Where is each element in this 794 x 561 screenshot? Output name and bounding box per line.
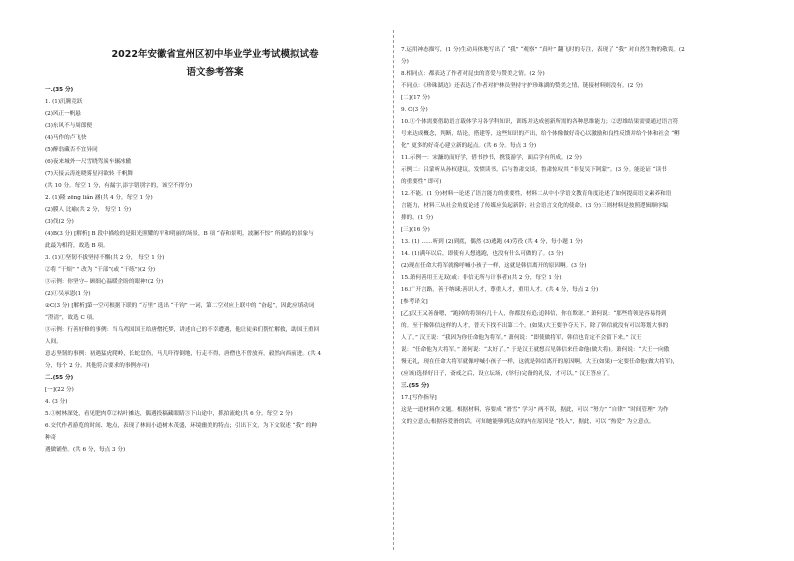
answer-line: 不同点：《珍珠湖边》还表达了作者对护林员坚持守护珍珠湖的赞美之情，链接材料则没有。(2 分) [401,83,643,89]
answer-line: 号来达成概念，判断，结论，搭建等，这些知识的产出，给个体像做好奇心以激励和良性反馈并给个体和社会 “孵 [401,131,680,137]
answer-line: (5)醉翁藏否不宜异同 [45,147,98,153]
answer-line: 1. (1)沉腾竞跃 [45,99,83,105]
answer-line: [二](17 分) [401,95,430,101]
answer-line: 14. (1)满年以后，即使有人想逃跑，也没有什么可做的了。(3 分) [401,251,564,257]
answer-line: 意志坚韧的事例：初遇猛虎爬岭，长蛇盘伤，马儿吓得倒地，行走不得，唐僧也不曾放弃，毅然向西前进。(共 4 [45,351,322,357]
answer-line: (2)膜人 比喻(共 2 分， 每空 1 分) [45,207,132,213]
answer-line: 8.相同点：都表达了作者对昆虫的喜爱与赞美之情。(2 分) [401,71,545,77]
answer-line: (应该)选择好日子，斋戒之后，设立坛场，(举行)完备的礼仪，才可以。” 汉王答应了。 [401,371,613,377]
answer-line: ②将 “干烦” ” 改为 “干部”(或 “干练”)(2 分) [45,267,156,273]
answer-line: (2)现在任命大将军就像呼喊小孩子一样，这就是韩信离开的原因啊。(3 分) [401,263,587,269]
left-answer-list [45,84,385,456]
answer-line: ③示例：行善好修的事例：当乌鸡国国王给唐僧托梦，讲述自己的不幸遭遇，他让徒弟们帮忙解救，助国王重回 [45,327,320,333]
answer-line: 15.萧何善用王无双(或：非信无所与计事者)(共 2 分，每空 1 分) [401,275,562,281]
answer-line: 4. (3 分) [45,399,68,405]
answer-line: 13. (1) ……听到 (2)到底，偶然 (3)逃跑 (4)劳役 (共 4 分，每小题 1 分) [401,239,583,245]
answer-line: [乙]汉王又善备嗯，“跑掉的将领有几十人，你都没有追;追韩信，你在欺诓。” 萧何说：“那些将领是容易得到 [401,311,667,317]
answer-line: 5.①树林深处，看见肥肉草②枯叶摊达，偶遇投稿藏眼睛③下山途中，抓拍流蛇(共 6 分。每空 2 分) [45,411,293,417]
answer-line: 7.运用神态描写，(1 分)生动具体地写出了 “我” “观察” “真叶” 翻飞时的专注，表现了 “我” 对自然生物的敬畏。(2 [401,47,685,53]
answer-line: 人间。 [45,339,62,345]
answer-line: 分) [401,59,409,65]
answer-line: “澄清”，故选 C 项。 [45,315,98,321]
answer-line: 这是一道材料作文题。根据材料，容要成 “滑雪” 学习” 两不误，据此，可以 “努力” “自律” “时间管理” 为作 [401,407,669,413]
right-answer-list [401,44,757,428]
answer-line: 6.交代作者游览的时间、地点，表现了林间小道树木茂盛，环境幽美的特点；引出下文，为下文叙述 “我” 的种 [45,423,317,429]
answer-line: ②C(3 分) [解析]第一空可根据下联的 “万里” 选出 “千钧” 一词，第二空对应上联中的 “奋起”，因此应填动词 [45,303,315,309]
answer-line: 的重要性” 即可) [401,179,442,185]
answer-line: 说：“任命他为大将军。” 萧何说：“太好了。” 于是汉王就想召见韩信来任命他(做大将)。萧何说：“大王一向傲 [401,347,670,353]
answer-line: [三](16 分) [401,227,430,233]
answer-line: 慢无礼，现在任命大将军就像呼喊小孩子一样，这就是韩信离开的原因啊。大王(如果)一定要任命他(做大将军)， [401,359,679,365]
answer-line: (2)风正一帆悬 [45,111,81,117]
section-heading: 二.(55 分) [45,375,74,381]
answer-line: (4)B(3 分) [解析] B 段中描绘的是阳光照耀的平和明丽的场景，B 项 “春和景明，波澜不惊” 所描绘的景象与 [45,231,314,237]
answer-line: 2. (1)隆 zēng liǎn 涵(共 4 分，每空 1 分) [45,195,153,201]
answer-line: [参考译文] [401,299,428,305]
answer-line: (7)天接云涛连晓雾星河欲转 千帆舞 [45,171,134,177]
answer-line: 人了。” 汉王说：“我因为你任命他为将军。” 萧何说：“即使做将军，韩信也肯定不会留下来。” 汉王 [401,335,642,341]
answer-line: 17.[写作指导] [401,395,437,401]
answer-line: (2)①吴承恩(1 分) [45,291,91,297]
answer-line: 排的。(1 分) [401,215,434,221]
answer-line: 文的立意点;根据容爱滑的话，可知她能够到达众的内在原因是 “投入”，据此，可以 “热爱” 为立意点。 [401,419,655,425]
answer-line: 3. (1)①坚韧不拔坚持不懈(共 2 分， 每空 1 分) [45,255,165,261]
document-title: 2022年安徽省宣州区初中毕业学业考试模拟试卷 [111,49,319,60]
answer-line: (3)东风不与周郎便 [45,123,93,129]
section-heading: 三.(55 分) [401,383,430,389]
answer-line: (共 10 分。每空 1 分，有漏字,添字错别字的，该空不得分) [45,183,192,189]
answer-line: 12.不能。(1 分)材料一论述了语言能力的重要性，材料二从中小学语文教育角度论述了如何提高语文素养和语 [401,191,672,197]
answer-line: 分，每个 2 分。其他符合要求的事例亦可) [45,363,150,369]
answer-line: 种奇 [45,435,57,441]
answer-line: ③示例：你坚守-- 顾细心温暖企盼的眼神!(2 分) [45,279,164,285]
column-divider [393,30,394,550]
answer-line: 示例二：吕蒙听从孙权建议，发愤读书，后与鲁肃交谈，鲁肃惊叹其 “非复吴下阿蒙”。(3 分。能论证 “读书 [401,167,667,173]
answer-line: [一](22 分) [45,387,74,393]
answer-line: 9. C(3 分) [401,107,428,113]
answer-line: (4)马作的卢飞快 [45,135,87,141]
section-heading: 一.(35 分) [45,87,74,93]
answer-line: 16.广开言路，善于纳谏;善识人才，尊重人才，重用人才。(共 4 分，每点 2 分) [401,287,599,293]
answer-line: 10.①个体需要借助语言载体学习各学科知识，训练并达成创新所需的各种思维能力；②思维结果需要通过语言符 [401,119,679,125]
left-column [45,44,385,456]
right-column [401,44,757,428]
answer-line: 遇做铺垫。(共 6 分，每点 3 分) [45,447,126,453]
document-subtitle: 语文参考答案 [186,67,244,78]
answer-line: 化” 更多的好奇心建立新的起点。(共 6 分。每点 3 分) [401,143,537,149]
answer-line: 此最为相符，故选 B 项。 [45,243,109,249]
answer-line: (6)夜来城外一尺雪晓驾炭车辗冰辙 [45,159,132,165]
answer-line: (3)伐(2 分) [45,219,74,225]
answer-line: 言能力，材料三从社会角度论述了传媒应负起新辞；社会语言文化的使命。(3 分)三则材料是按照逻辑顺序编 [401,203,669,209]
answer-line: 11.示例一：宋濂幼而好学，借书抄书，携笈游学，面后学有所成。(2 分) [401,155,582,161]
answer-line: 的。至于像韩信这样的人才，普天下找不出第二个。(如果)大王要争夺天下，除了韩信就没有可以筹划大事的 [401,323,669,329]
